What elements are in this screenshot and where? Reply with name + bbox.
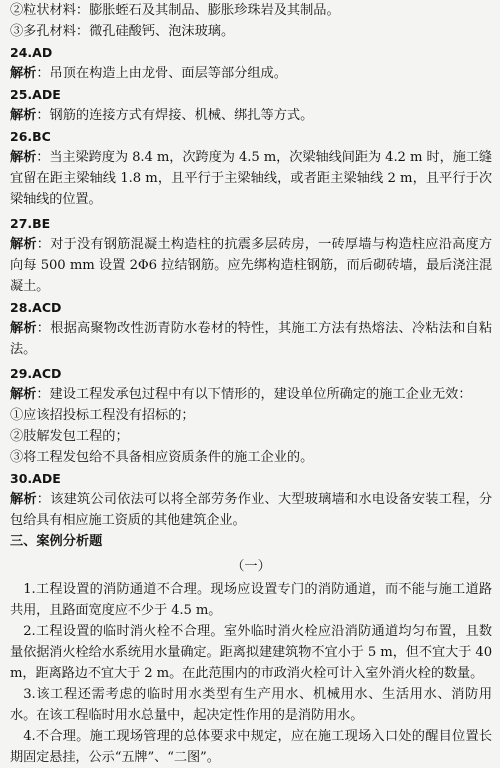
answer-label: 24.AD [10,45,53,60]
explanation [10,489,492,531]
explanation-text: ：该建筑公司依法可以将全部劳务作业、大型玻璃墙和水电设备安装工程，分包给具有相应施工资质的其他建筑企业。 [10,492,492,528]
case-paragraph: 4.不合理。施工现场管理的总体要求中规定，应在施工现场入口处的醒目位置长期固定悬挂，公示“五牌”、“二图”。 [10,729,492,765]
list-item: ③将工程发包给不具备相应资质条件的施工企业的。 [10,450,314,465]
explanation-text: ：吊顶在构造上由龙骨、面层等部分组成。 [36,66,287,81]
answer-label: 30.ADE [10,471,61,486]
explanation [10,105,492,126]
explanation [10,384,492,405]
explanation-label: 解析 [10,108,37,123]
explanation-text: ：对于没有钢筋混凝土构造柱的抗震多层砖房，一砖厚墙与构造柱应沿高度方向每 500 mm 设置 2Φ6 拉结钢筋。应先绑构造柱钢筋，而后砌砖墙，最后浇注混凝土。 [10,237,492,294]
answer-label: 26.BC [10,129,51,144]
explanation-label: 解析 [10,150,37,165]
explanation-label: 解析 [10,387,37,402]
explanation-label: 解析 [10,321,37,336]
text-line: ②粒状材料：膨胀蛭石及其制品、膨胀珍珠岩及其制品。 [10,3,340,18]
case-paragraph: 2.工程设置的临时消火栓不合理。室外临时消火栓应沿消防通道均匀布置，且数量依据消火栓给水系统用水量确定。距离拟建建筑物不宜小于 5 m，但不宜大于 40 m，距离路边不宜大于 2 m。在此范围内的市政消火栓可计入室外消火栓的数量。 [10,624,492,681]
case-number: （一） [231,559,271,574]
explanation-label: 解析 [10,237,37,252]
answer-label: 27.BE [10,216,51,231]
explanation [10,234,492,297]
explanation [10,63,492,84]
explanation-label: 解析 [10,492,37,507]
answer-label: 28.ACD [10,300,62,315]
case-paragraph: 1.工程设置的消防通道不合理。现场应设置专门的消防通道，而不能与施工道路共用，且路面宽度应不少于 4.5 m。 [10,582,492,618]
answer-label: 25.ADE [10,87,61,102]
section-title: 三、案例分析题 [10,534,103,549]
explanation-text: ：根据高聚物改性沥青防水卷材的特性，其施工方法有热熔法、冷粘法和自粘法。 [10,321,492,357]
explanation-label: 解析 [10,66,37,81]
explanation-text: ：建设工程发承包过程中有以下情形的，建设单位所确定的施工企业无效： [36,387,472,402]
explanation-text: ：钢筋的连接方式有焊接、机械、绑扎等方式。 [36,108,314,123]
explanation [10,318,492,360]
list-item: ②肢解发包工程的； [10,429,129,444]
explanation-text: ：当主梁跨度为 8.4 m，次跨度为 4.5 m，次梁轴线间距为 4.2 m 时，施工缝宜留在距主梁轴线 1.8 m，且平行于主梁轴线，或者距主梁轴线 2 m，且平行于次梁轴线的位置。 [10,150,492,207]
list-item: ①应该招投标工程没有招标的； [10,408,195,423]
case-paragraph: 3.该工程还需考虑的临时用水类型有生产用水、机械用水、生活用水、消防用水。在该工程临时用水总量中，起决定性作用的是消防用水。 [10,687,492,723]
answer-label: 29.ACD [10,366,62,381]
explanation [10,147,492,210]
text-line: ③多孔材料：微孔硅酸钙、泡沫玻璃。 [10,24,235,39]
